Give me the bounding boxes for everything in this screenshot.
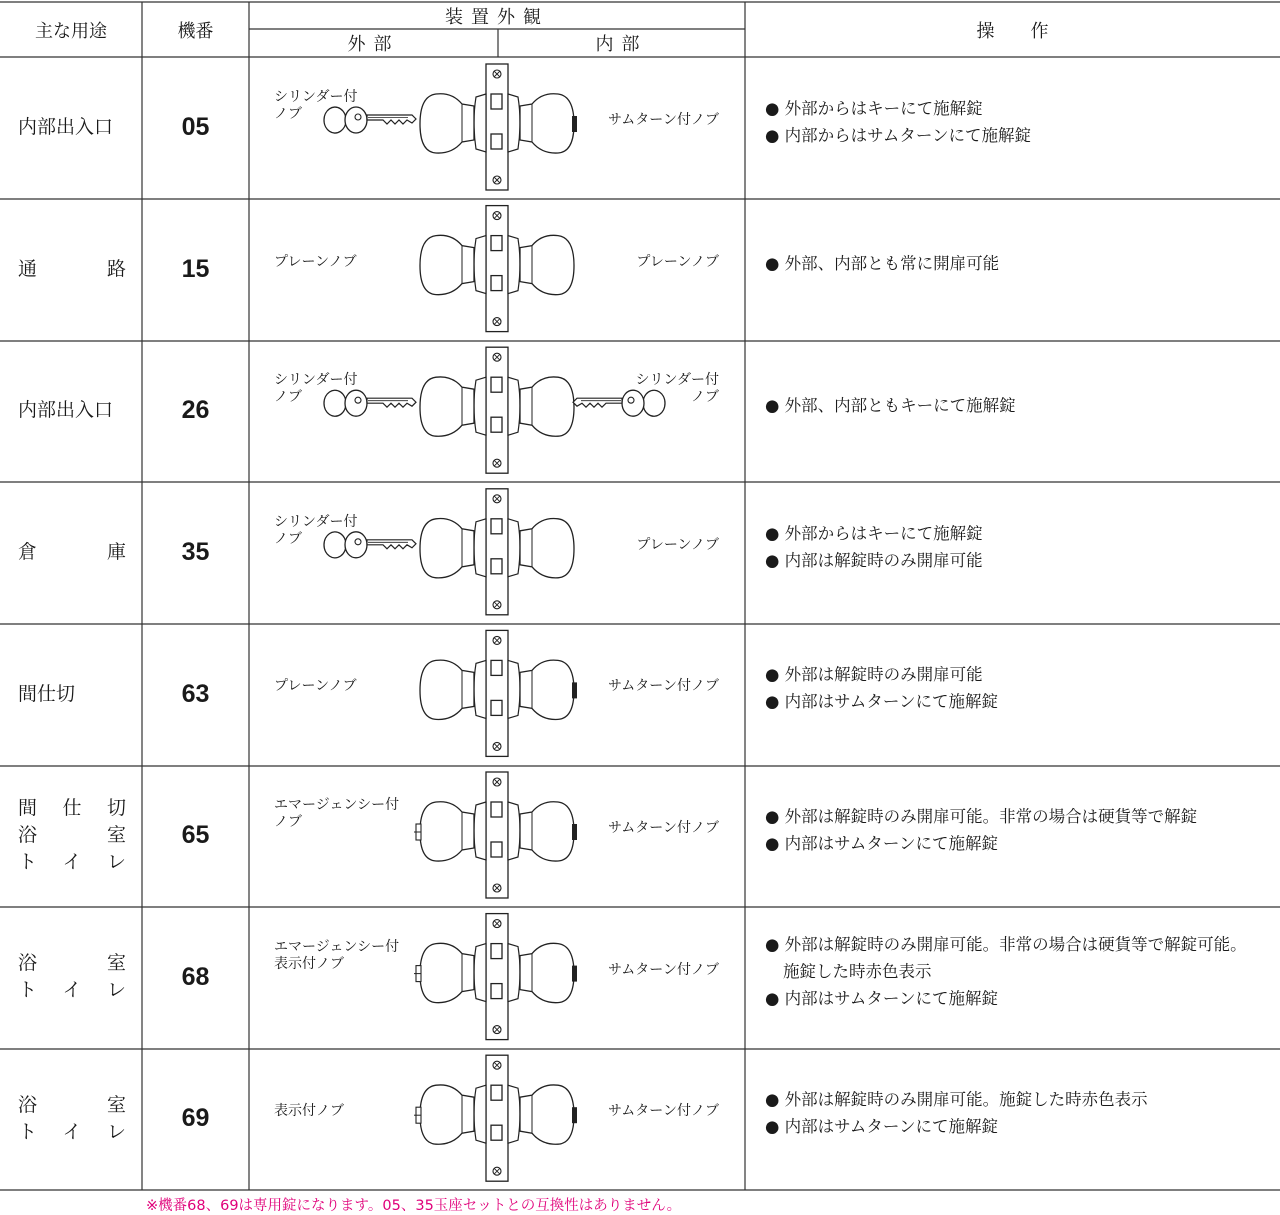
exterior-knob: [420, 377, 474, 436]
header-operation: 操 作: [976, 20, 1049, 42]
exterior-label: エマージェンシー付 表示付ノブ: [274, 938, 400, 972]
use-char: 室: [106, 952, 126, 975]
exterior-knob: [420, 943, 474, 1002]
key-icon: [324, 532, 416, 558]
exterior-label: プレーンノブ: [274, 253, 357, 270]
operation-item: ● 内部はサムターンにて施解錠: [765, 692, 998, 712]
use-char: イ: [62, 979, 82, 1002]
lock-assembly: [420, 630, 577, 756]
header-exterior: 外部: [347, 34, 400, 55]
lock-assembly: [324, 347, 665, 473]
lock-assembly: [414, 772, 577, 898]
key-icon: [324, 107, 416, 133]
operation-item: ● 外部は解錠時のみ開扉可能。非常の場合は硬貨等で解錠可能。: [765, 934, 1247, 954]
operation-item: ● 外部、内部ともキーにて施解錠: [765, 395, 1016, 415]
model-number: 63: [181, 679, 210, 708]
model-number: 69: [181, 1104, 210, 1133]
operation-item: ● 外部からはキーにて施解錠: [765, 98, 983, 118]
operation-item: ● 内部は解錠時のみ開扉可能: [765, 550, 983, 570]
model-number: 68: [181, 962, 210, 991]
exterior-label: シリンダー付 ノブ: [274, 89, 358, 122]
use-char: ト: [18, 1120, 38, 1143]
lock-assembly: [324, 64, 577, 190]
use-char: 庫: [106, 541, 126, 564]
exterior-knob: [420, 94, 474, 153]
operation-item: ● 外部は解錠時のみ開扉可能。非常の場合は硬貨等で解錠: [765, 806, 1198, 826]
exterior-label: 表示付ノブ: [274, 1103, 344, 1120]
interior-label: サムターン付ノブ: [607, 1103, 719, 1120]
exterior-knob: [420, 519, 474, 578]
lock-assembly: [420, 206, 574, 332]
interior-label: プレーンノブ: [636, 536, 719, 553]
interior-knob: [520, 943, 574, 1002]
use-char: イ: [62, 1120, 82, 1143]
model-number: 65: [181, 821, 210, 850]
operation-item: ● 内部はサムターンにて施解錠: [765, 833, 998, 853]
key-icon: [324, 390, 416, 416]
operation-item: ● 内部はサムターンにて施解錠: [765, 1117, 998, 1136]
use-char: ト: [18, 851, 38, 874]
operation-item: ● 内部はサムターンにて施解錠: [765, 988, 998, 1008]
lock-assembly: [414, 914, 577, 1040]
exterior-label: シリンダー付 ノブ: [274, 513, 358, 547]
use-line: 内部出入口: [18, 116, 114, 139]
lock-assembly: [324, 489, 574, 615]
interior-knob: [520, 660, 574, 719]
interior-knob: [520, 1085, 574, 1144]
interior-label: サムターン付ノブ: [607, 961, 719, 978]
lock-assembly: [414, 1055, 577, 1181]
exterior-label: プレーンノブ: [274, 678, 357, 695]
model-number: 35: [181, 538, 210, 567]
interior-label: サムターン付ノブ: [607, 112, 719, 128]
header-use: 主な用途: [35, 20, 107, 42]
use-char: 室: [106, 824, 126, 847]
exterior-label: シリンダー付 ノブ: [274, 372, 358, 406]
use-char: レ: [106, 1120, 126, 1143]
exterior-knob: [420, 802, 474, 861]
use-char: ト: [18, 979, 38, 1002]
use-char: 浴: [18, 952, 38, 975]
use-char: 浴: [18, 824, 38, 847]
footnote: ※機番68、69は専用錠になります。05、35玉座セットとの互換性はありません。: [146, 1198, 682, 1214]
operation-item: 施錠した時赤色表示: [783, 961, 932, 981]
model-number: 15: [181, 254, 210, 283]
operation-item: ● 外部からはキーにて施解錠: [765, 523, 983, 543]
use-char: 倉: [18, 541, 38, 564]
use-char: レ: [106, 979, 126, 1002]
model-number: 05: [181, 113, 210, 142]
key-icon: [573, 390, 665, 416]
model-number: 26: [181, 396, 210, 425]
use-char: 切: [106, 797, 126, 820]
use-char: 通: [18, 257, 38, 280]
use-char: レ: [106, 851, 126, 874]
interior-label: プレーンノブ: [636, 253, 719, 270]
exterior-knob: [420, 235, 474, 294]
header-appearance: 装置外観: [445, 6, 549, 28]
use-line: 間仕切: [18, 682, 76, 705]
interior-knob: [520, 519, 574, 578]
operation-item: ● 外部、内部とも常に開扉可能: [765, 253, 1000, 273]
operation-item: ● 外部は解錠時のみ開扉可能: [765, 665, 983, 685]
use-char: 仕: [62, 797, 82, 820]
use-char: 浴: [18, 1093, 38, 1116]
exterior-knob: [420, 1085, 474, 1144]
operation-item: ● 外部は解錠時のみ開扉可能。施錠した時赤色表示: [765, 1090, 1148, 1109]
interior-knob: [520, 94, 574, 153]
interior-knob: [520, 235, 574, 294]
interior-knob: [520, 802, 574, 861]
exterior-knob: [420, 660, 474, 719]
interior-label: サムターン付ノブ: [607, 820, 719, 836]
header-model: 機番: [177, 20, 214, 42]
interior-label: サムターン付ノブ: [607, 678, 719, 695]
operation-item: ● 内部からはサムターンにて施解錠: [765, 125, 1031, 145]
exterior-label: エマージェンシー付 ノブ: [274, 797, 400, 830]
use-char: 間: [18, 797, 38, 820]
use-char: イ: [62, 851, 82, 874]
use-char: 室: [106, 1093, 126, 1116]
interior-label: シリンダー付 ノブ: [635, 372, 719, 406]
use-char: 路: [106, 257, 126, 280]
interior-knob: [520, 377, 574, 436]
use-line: 内部出入口: [18, 399, 114, 422]
header-interior: 内部: [595, 34, 648, 55]
